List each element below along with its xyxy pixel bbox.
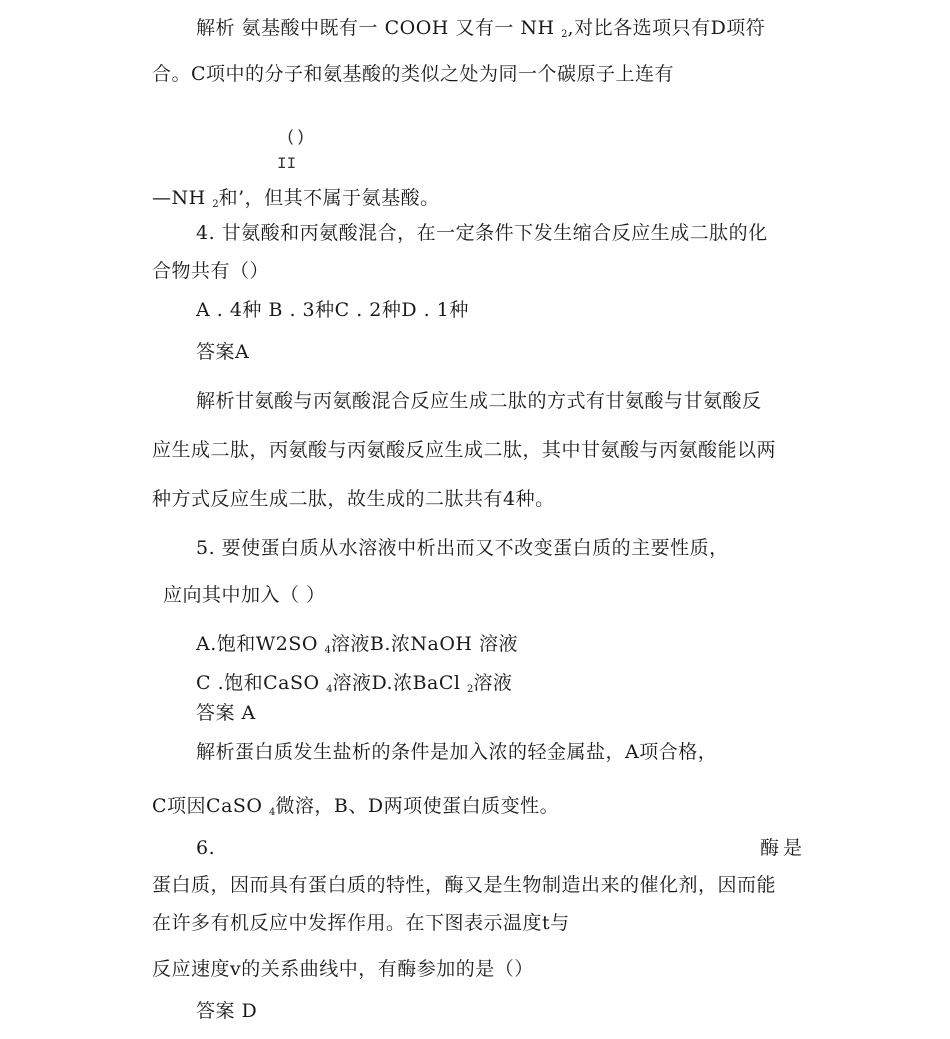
structure-fragment-bottom: II (277, 155, 297, 173)
structure-fragment-top: () (286, 128, 306, 146)
q6-answer: 答案 D (196, 1000, 258, 1022)
q6-stem-line-4: 反应速度v的关系曲线中，有酶参加的是（） (152, 958, 534, 980)
q4-stem-line-2: 合物共有（） (152, 260, 270, 282)
q4-analysis-line-2: 应生成二肽，丙氨酸与丙氨酸反应生成二肽，其中甘氨酸与丙氨酸能以两 (152, 439, 777, 461)
q5-options-cd: C .饱和CaSO $_4$溶液D.浓BaCl $_2$溶液 (196, 672, 513, 695)
q5-analysis-line-1: 解析蛋白质发生盐析的条件是加入浓的轻金属盐，A项合格， (196, 741, 718, 763)
q4-options: A . 4种 B . 3种C . 2种D . 1种 (196, 299, 469, 321)
q3-analysis-line-1: 解析 氨基酸中既有一 COOH 又有一 NH $_2$,对比各选项只有D项符 (196, 17, 766, 40)
q5-stem-line-2: 应向其中加入（ ） (163, 584, 326, 606)
q5-stem-line-1: 5. 要使蛋白质从水溶液中析出而又不改变蛋白质的主要性质， (196, 537, 729, 559)
q6-stem-line-3: 在许多有机反应中发挥作用。在下图表示温度t与 (152, 912, 570, 934)
q4-answer: 答案A (196, 341, 250, 363)
q4-analysis-line-1: 解析甘氨酸与丙氨酸混合反应生成二肽的方式有甘氨酸与甘氨酸反 (196, 390, 762, 412)
q3-analysis-line-3: —NH $_2$和’，但其不属于氨基酸。 (152, 187, 440, 210)
q3-analysis-line-2: 合。C项中的分子和氨基酸的类似之处为同一个碳原子上连有 (152, 63, 675, 85)
q4-analysis-line-3: 种方式反应生成二肽，故生成的二肽共有4种。 (152, 488, 555, 510)
q6-number: 6. (196, 837, 216, 859)
q6-stem-line-2: 蛋白质，因而具有蛋白质的特性，酶又是生物制造出来的催化剂，因而能 (152, 874, 777, 896)
q5-analysis-line-2: C项因CaSO $_4$微溶，B、D两项使蛋白质变性。 (152, 795, 560, 818)
q6-stem-lead: 酶是 (760, 837, 807, 859)
q5-answer: 答案 A (196, 702, 256, 724)
q4-stem-line-1: 4. 甘氨酸和丙氨酸混合，在一定条件下发生缩合反应生成二肽的化 (196, 222, 768, 244)
q5-options-ab: A.饱和W2SO $_4$溶液B.浓NaOH 溶液 (196, 633, 519, 656)
